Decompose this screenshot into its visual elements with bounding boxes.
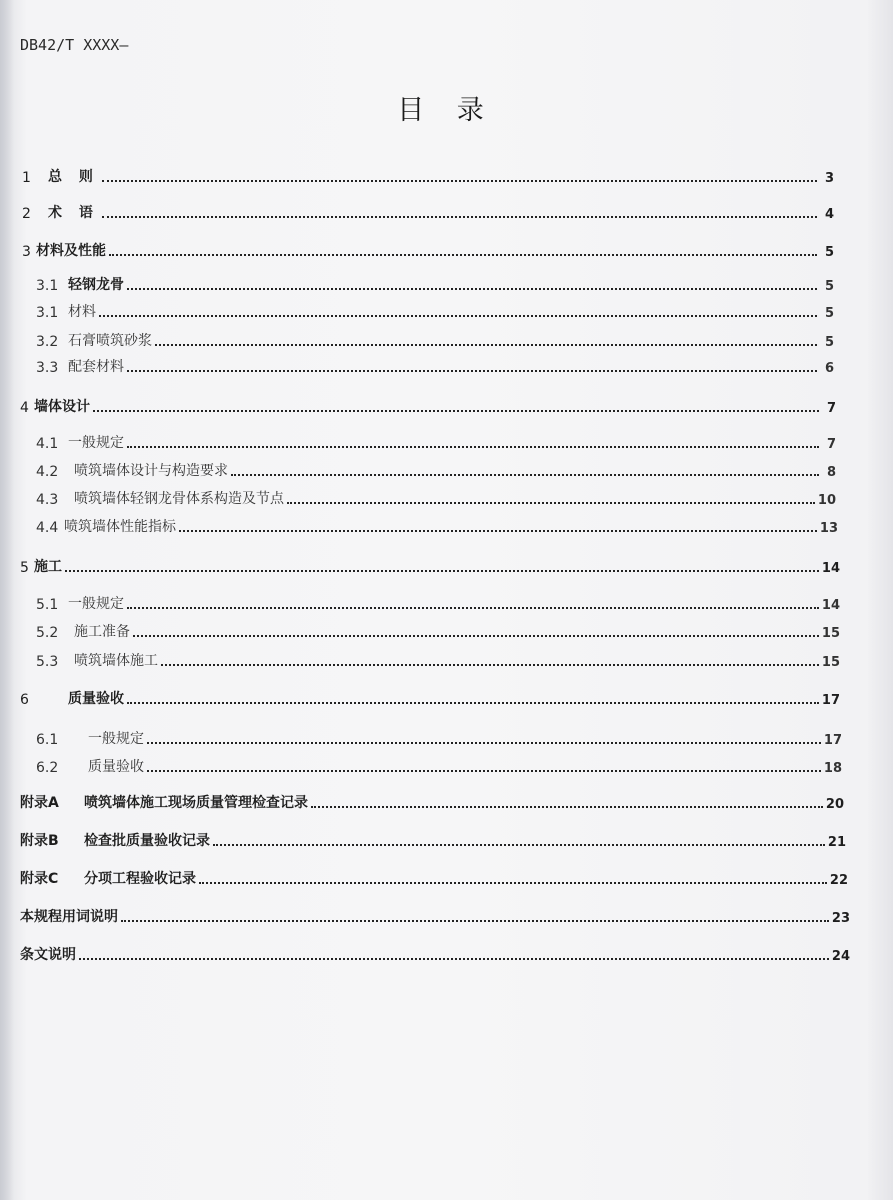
toc-entry-label: 轻钢龙骨 [68, 277, 124, 293]
toc-entry-number: 附录B [20, 833, 59, 849]
toc-entry-number: 6.1 [36, 732, 59, 748]
toc-entry-page: 20 [825, 797, 844, 812]
dot-leader [127, 288, 817, 290]
toc-entry-number: 4 [20, 400, 29, 416]
toc-entry-6-1[interactable] [36, 726, 842, 748]
toc-entry-2[interactable] [22, 200, 834, 222]
dot-leader [199, 882, 827, 884]
toc-entry-appendix-a[interactable] [20, 790, 844, 812]
toc-entry-number: 5.1 [36, 597, 59, 613]
toc-entry-label: 喷筑墙体性能指标 [64, 519, 176, 535]
dot-leader [109, 254, 817, 256]
toc-entry-number: 2 [22, 206, 31, 222]
toc-entry-page: 7 [826, 437, 836, 452]
toc-entry-page: 17 [821, 693, 840, 708]
toc-entry-5-3[interactable] [36, 648, 840, 670]
toc-entry-label: 喷筑墙体施工 [74, 653, 158, 669]
toc-entry-appendix-b[interactable] [20, 828, 846, 850]
toc-entry-label: 检查批质量验收记录 [84, 833, 210, 849]
toc-entry-number: 3.1 [36, 305, 59, 321]
toc-entry-label: 一般规定 [68, 596, 124, 612]
dot-leader [179, 530, 817, 532]
toc-entry-label: 喷筑墙体设计与构造要求 [74, 463, 228, 479]
dot-leader [311, 806, 823, 808]
toc-entry-label: 喷筑墙体轻钢龙骨体系构造及节点 [74, 491, 284, 507]
toc-entry-number: 6.2 [36, 760, 59, 776]
toc-entry-usage-notes[interactable] [20, 904, 850, 926]
toc-entry-page: 21 [827, 835, 846, 850]
toc-entry-label: 石膏喷筑砂浆 [68, 333, 152, 349]
toc-entry-page: 4 [824, 207, 834, 222]
toc-entry-number: 6 [20, 692, 29, 708]
toc-entry-label: 材料及性能 [36, 243, 106, 259]
toc-entry-number: 3.1 [36, 278, 59, 294]
dot-leader [127, 446, 819, 448]
toc-entry-number: 3 [22, 244, 31, 260]
toc-entry-page: 24 [831, 949, 850, 964]
toc-entry-label: 条文说明 [20, 947, 76, 963]
dot-leader [147, 770, 821, 772]
toc-entry-page: 18 [823, 761, 842, 776]
dot-leader [65, 570, 819, 572]
toc-entry-number: 5 [20, 560, 29, 576]
toc-entry-clause-explanation[interactable] [20, 942, 850, 964]
toc-entry-3-2[interactable] [36, 328, 834, 350]
toc-entry-page: 3 [824, 171, 834, 186]
toc-entry-3-1-b[interactable] [36, 299, 834, 321]
toc-entry-3-3[interactable] [36, 354, 834, 376]
toc-entry-5-1[interactable] [36, 591, 840, 613]
toc-entry-page: 14 [821, 598, 840, 613]
dot-leader [213, 844, 825, 846]
dot-leader [133, 635, 819, 637]
dot-leader [287, 502, 815, 504]
dot-leader [93, 410, 819, 412]
toc-entry-page: 5 [824, 279, 834, 294]
toc-entry-number: 1 [22, 170, 31, 186]
toc-entry-label: 施工 [34, 559, 62, 575]
toc-entry-3[interactable] [22, 238, 834, 260]
toc-entry-page: 15 [821, 655, 840, 670]
dot-leader [161, 664, 819, 666]
toc-entry-label: 材料 [68, 304, 96, 320]
toc-entry-number: 附录C [20, 871, 59, 887]
toc-entry-appendix-c[interactable] [20, 866, 848, 888]
dot-leader [102, 216, 817, 218]
toc-entry-number: 4.3 [36, 492, 59, 508]
toc-entry-label: 一般规定 [68, 435, 124, 451]
dot-leader [127, 607, 819, 609]
dot-leader [155, 344, 817, 346]
toc-entry-6[interactable] [20, 686, 840, 708]
toc-entry-number: 3.2 [36, 334, 59, 350]
toc-entry-page: 5 [824, 245, 834, 260]
toc-entry-3-1-a[interactable] [36, 272, 834, 294]
toc-entry-4-1[interactable] [36, 430, 836, 452]
toc-entry-number: 4.2 [36, 464, 59, 480]
toc-entry-page: 15 [821, 626, 840, 641]
toc-entry-page: 22 [829, 873, 848, 888]
toc-entry-label: 配套材料 [68, 359, 124, 375]
toc-entry-label: 分项工程验收记录 [84, 871, 196, 887]
toc-entry-page: 10 [817, 493, 836, 508]
toc-entry-label: 一般规定 [88, 731, 144, 747]
toc-entry-4[interactable] [20, 394, 836, 416]
toc-entry-number: 5.2 [36, 625, 59, 641]
toc-entry-label: 本规程用词说明 [20, 909, 118, 925]
toc-entry-number: 4.1 [36, 436, 59, 452]
dot-leader [127, 702, 819, 704]
toc-entry-4-3[interactable] [36, 486, 836, 508]
dot-leader [99, 315, 817, 317]
page-title: 目 录 [397, 95, 496, 126]
toc-entry-page: 7 [826, 401, 836, 416]
toc-entry-4-4[interactable] [36, 514, 838, 536]
toc-entry-number: 3.3 [36, 360, 59, 376]
toc-entry-5-2[interactable] [36, 619, 840, 641]
toc-entry-page: 14 [821, 561, 840, 576]
toc-entry-page: 23 [831, 911, 850, 926]
dot-leader [127, 370, 817, 372]
toc-entry-page: 6 [824, 361, 834, 376]
toc-entry-label: 术 语 [48, 205, 99, 221]
toc-entry-label: 总 则 [48, 169, 99, 185]
toc-entry-6-2[interactable] [36, 754, 842, 776]
toc-entry-number: 5.3 [36, 654, 59, 670]
dot-leader [79, 958, 829, 960]
dot-leader [231, 474, 819, 476]
toc-entry-page: 5 [824, 335, 834, 350]
toc-entry-page: 13 [819, 521, 838, 536]
document-code: DB42/T XXXX— [20, 36, 129, 54]
toc-entry-label: 施工准备 [74, 624, 130, 640]
dot-leader [121, 920, 829, 922]
toc-entry-page: 8 [826, 465, 836, 480]
toc-entry-label: 质量验收 [68, 691, 124, 707]
toc-entry-label: 质量验收 [88, 759, 144, 775]
toc-entry-1[interactable] [22, 164, 834, 186]
toc-entry-5[interactable] [20, 554, 840, 576]
toc-entry-4-2[interactable] [36, 458, 836, 480]
toc-entry-page: 5 [824, 306, 834, 321]
dot-leader [102, 180, 817, 182]
dot-leader [147, 742, 821, 744]
toc-entry-number: 附录A [20, 795, 59, 811]
toc-entry-label: 墙体设计 [34, 399, 90, 415]
toc-entry-page: 17 [823, 733, 842, 748]
toc-entry-number: 4.4 [36, 520, 59, 536]
toc-entry-label: 喷筑墙体施工现场质量管理检查记录 [84, 795, 308, 811]
